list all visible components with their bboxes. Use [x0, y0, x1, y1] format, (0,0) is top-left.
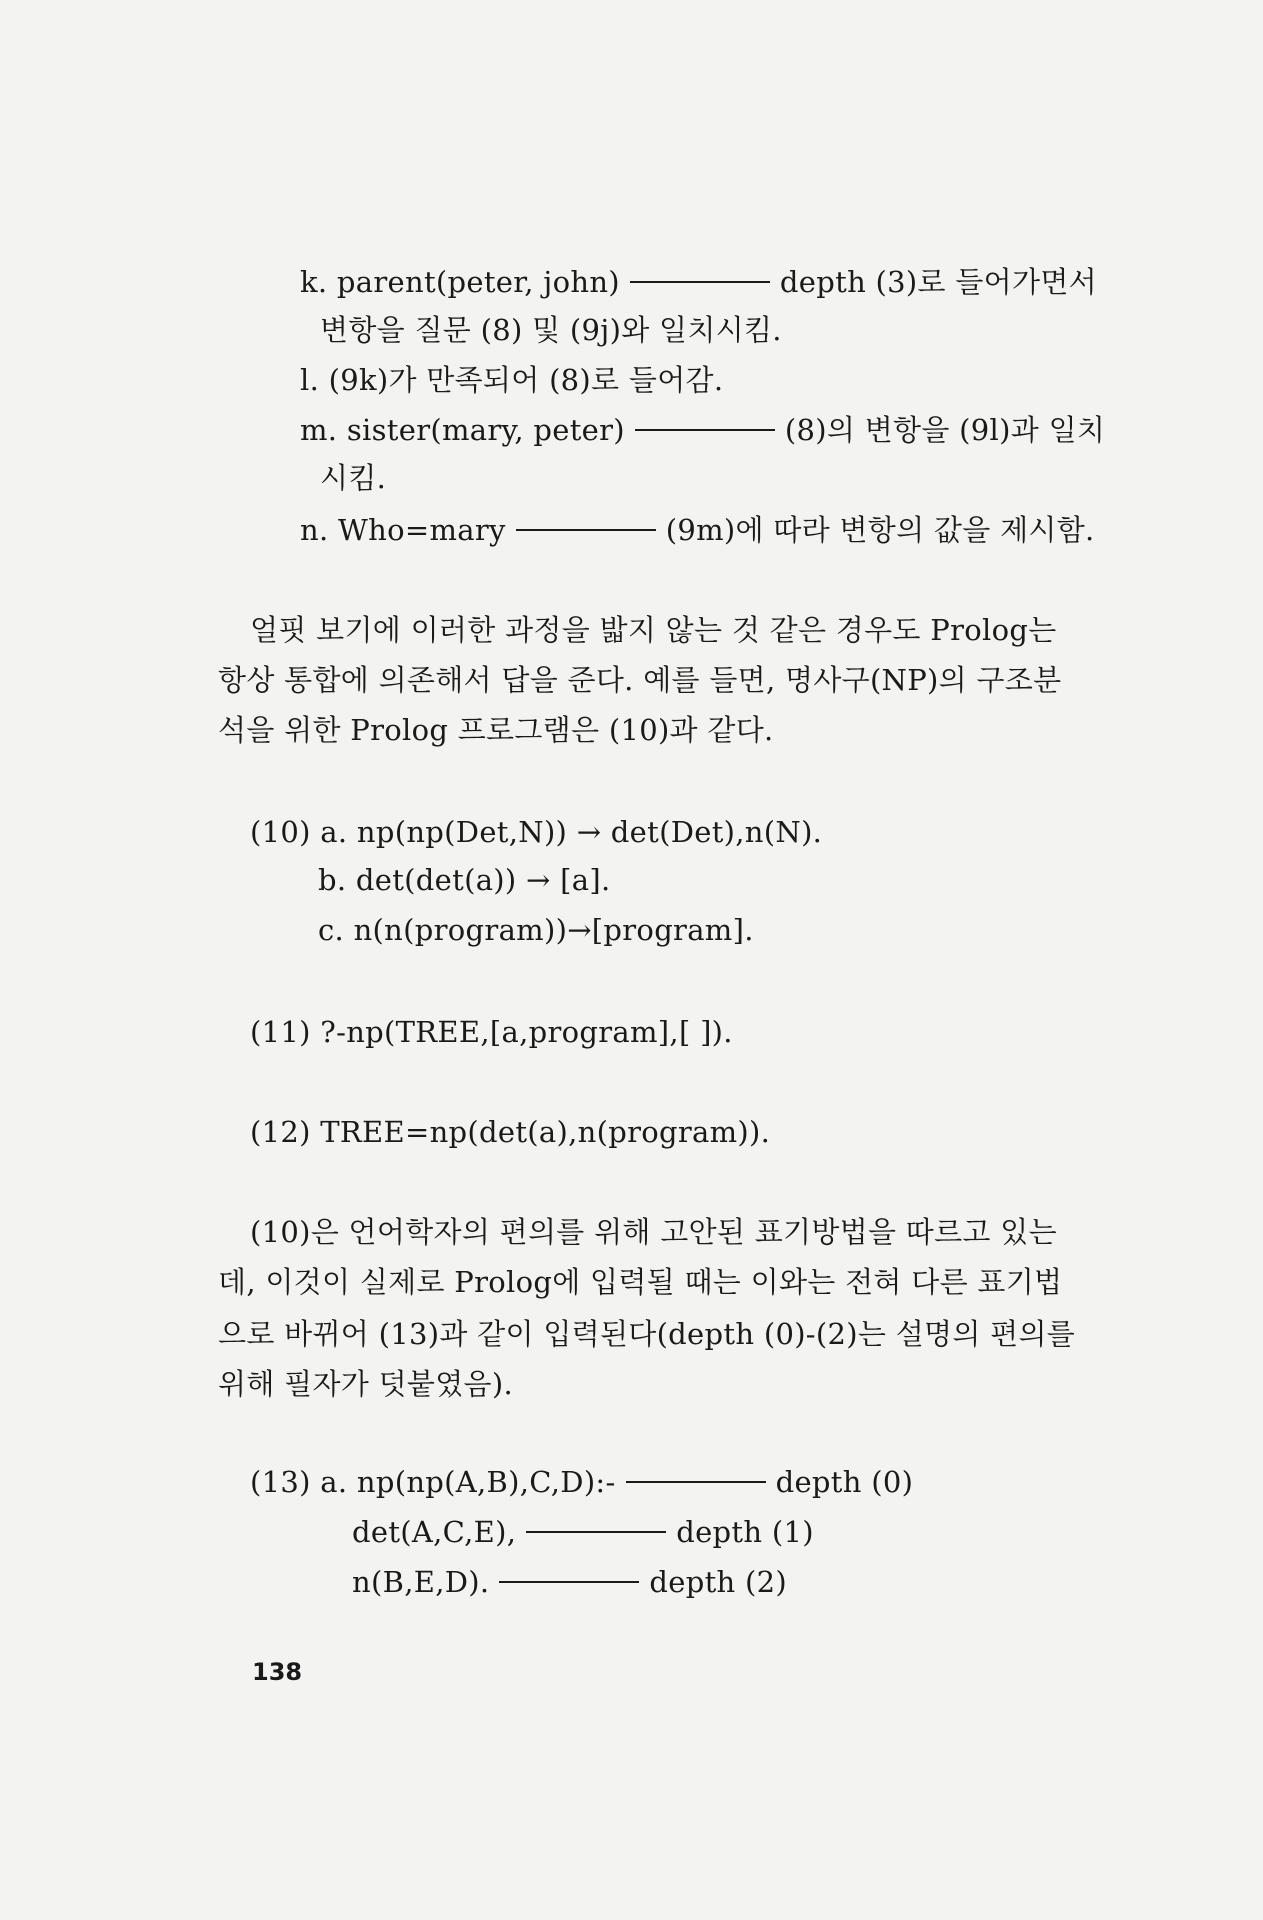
- example-13-line-2: det(A,C,E), depth (1): [352, 1515, 814, 1549]
- list-item-n: n. Who=mary (9m)에 따라 변항의 값을 제시함.: [300, 513, 1095, 547]
- leader-line: [499, 1581, 639, 1583]
- paragraph-2-line-1: (10)은 언어학자의 편의를 위해 고안된 표기방법을 따르고 있는: [250, 1215, 1057, 1249]
- leader-line: [626, 1481, 766, 1483]
- paragraph-1-line-1: 얼핏 보기에 이러한 과정을 밟지 않는 것 같은 경우도 Prolog는: [250, 613, 1057, 647]
- paragraph-1-line-3: 석을 위한 Prolog 프로그램은 (10)과 같다.: [218, 713, 774, 747]
- example-13-line-3: n(B,E,D). depth (2): [352, 1565, 788, 1599]
- list-item-l: l. (9k)가 만족되어 (8)로 들어감.: [300, 363, 724, 397]
- leader-line: [526, 1531, 666, 1533]
- list-item-k-cont: 변항을 질문 (8) 및 (9j)와 일치시킴.: [320, 313, 782, 347]
- leader-line: [630, 281, 770, 283]
- example-10c: c. n(n(program))→[program].: [318, 913, 754, 947]
- list-item-k: k. parent(peter, john) depth (3)로 들어가면서: [300, 265, 1097, 299]
- example-11: (11) ?-np(TREE,[a,program],[ ]).: [250, 1015, 733, 1049]
- page-number: 138: [252, 1658, 303, 1686]
- paragraph-1-line-2: 항상 통합에 의존해서 답을 준다. 예를 들면, 명사구(NP)의 구조분: [218, 663, 1062, 697]
- list-item-m-cont: 시킴.: [320, 461, 387, 495]
- paragraph-2-line-2: 데, 이것이 실제로 Prolog에 입력될 때는 이와는 전혀 다른 표기법: [218, 1265, 1063, 1299]
- example-12: (12) TREE=np(det(a),n(program)).: [250, 1115, 771, 1149]
- example-10a: (10) a. np(np(Det,N)) → det(Det),n(N).: [250, 815, 823, 849]
- example-10b: b. det(det(a)) → [a].: [318, 863, 611, 897]
- example-13a: (13) a. np(np(A,B),C,D):- depth (0): [250, 1465, 914, 1499]
- list-item-m: m. sister(mary, peter) (8)의 변항을 (9l)과 일치: [300, 413, 1106, 447]
- leader-line: [516, 529, 656, 531]
- paragraph-2-line-4: 위해 필자가 덧붙였음).: [218, 1367, 513, 1401]
- paragraph-2-line-3: 으로 바뀌어 (13)과 같이 입력된다(depth (0)-(2)는 설명의 편의를: [218, 1317, 1076, 1351]
- leader-line: [635, 429, 775, 431]
